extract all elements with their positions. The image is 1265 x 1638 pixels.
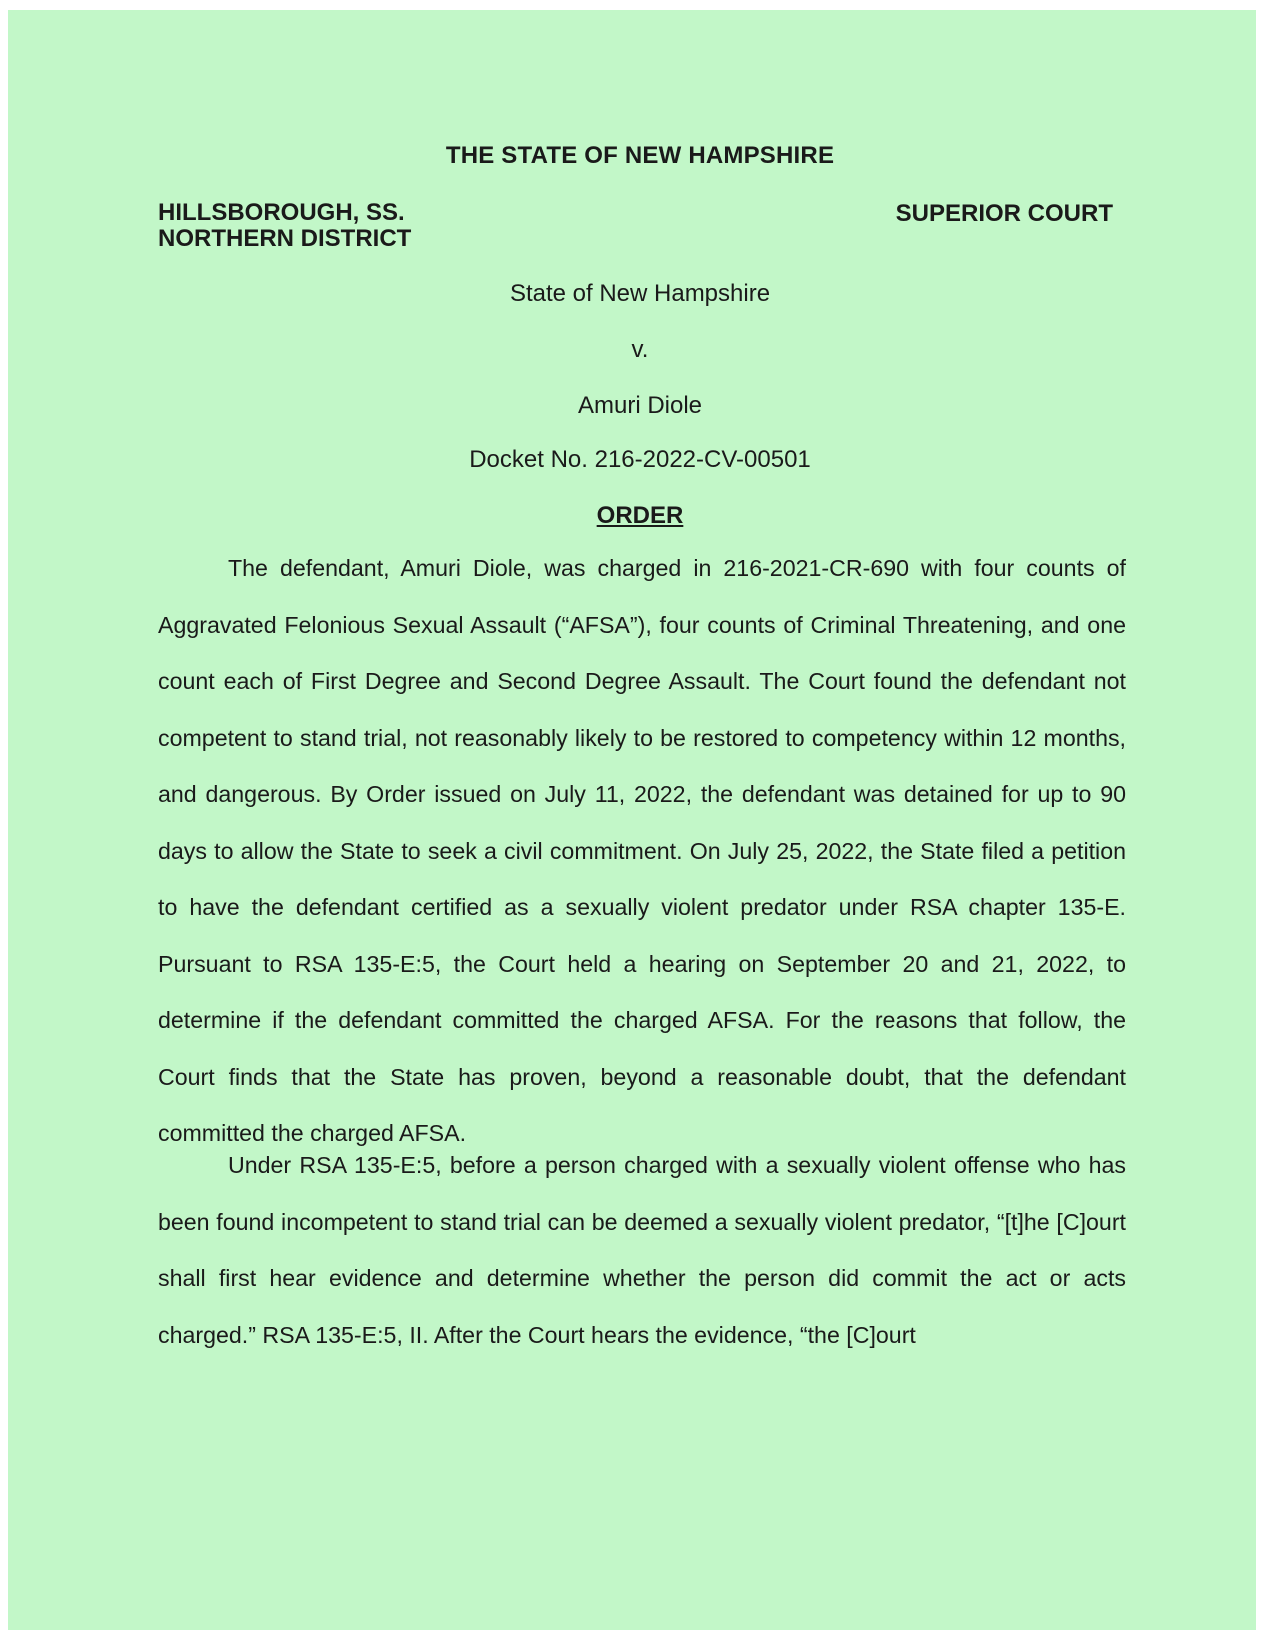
defendant-name: Amuri Diole — [577, 392, 703, 419]
state-title: THE STATE OF NEW HAMPSHIRE — [445, 142, 835, 169]
county-name: HILLSBOROUGH, SS. — [158, 199, 405, 226]
body-paragraph-1: The defendant, Amuri Diole, was charged in 216-2021-CR-690 with four counts of Aggravated Felonious Sexual Assault (“AFSA”), four counts of Criminal Threatening, and one count each of First Degree and Second Degree Assault. The Court found the defendant not competent to stand trial, not reasonably likely to be restored to competency within 12 months, and dangerous. By Order issued on July 11, 2022, the defendant was detained for up to 90 days to allow the State to seek a civil commitment. On July 25, 2022, the State filed a petition to have the defendant certified as a sexually violent predator under RSA chapter 135-E. Pursuant to RSA 135-E:5, the Court held a hearing on September 20 and 21, 2022, to determine if the defendant committed the charged AFSA. For the reasons that follow, the Court finds that the State has proven, beyond a reasonable doubt, that the defendant committed the charged AFSA. — [158, 555, 1126, 1146]
body-paragraph-2: Under RSA 135-E:5, before a person charged with a sexually violent offense who has been found incompetent to stand trial can be deemed a sexually violent predator, “[t]he [C]ourt shall first hear evidence and determine whether the person did commit the act or acts charged.” RSA 135-E:5, II. After the Court hears the evidence, “the [C]ourt — [158, 1152, 1126, 1348]
order-title: ORDER — [596, 502, 684, 529]
plaintiff-name: State of New Hampshire — [509, 280, 771, 307]
docket-number: Docket No. 216-2022-CV-00501 — [469, 446, 811, 473]
court-name: SUPERIOR COURT — [895, 200, 1113, 227]
document-page — [8, 10, 1256, 1630]
versus-label: v. — [631, 336, 649, 363]
county-block — [158, 200, 411, 252]
district-name: NORTHERN DISTRICT — [158, 225, 412, 252]
